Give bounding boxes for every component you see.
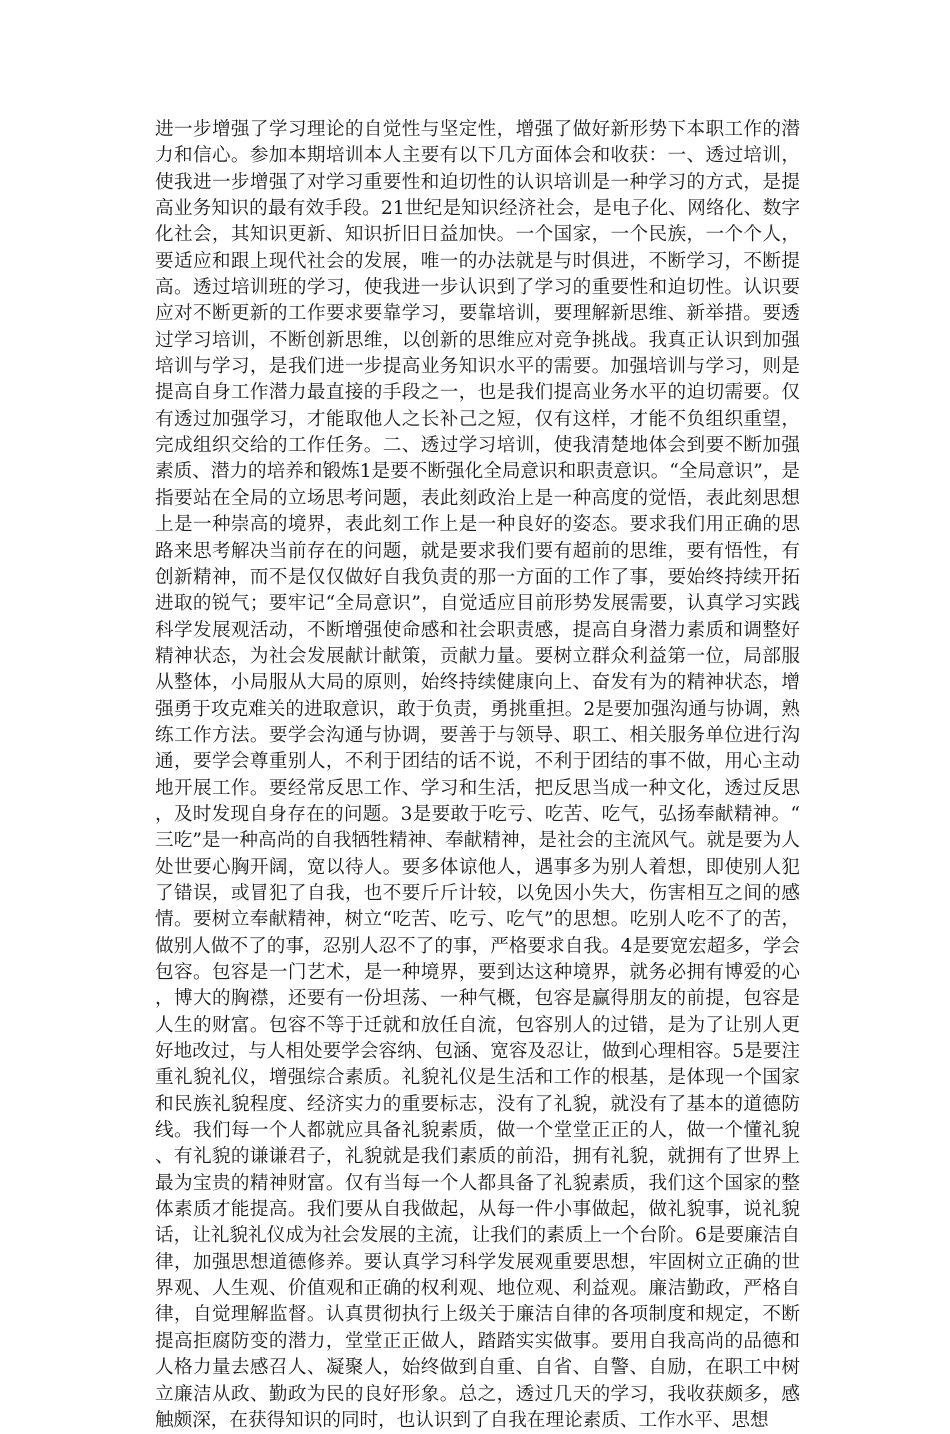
body-paragraph: 进一步增强了学习理论的自觉性与坚定性，增强了做好新形势下本职工作的潜力和信心。参加本期培训本人主要有以下几方面体会和收获：一、透过培训，使我进一步增强了对学习重要性和迫切性的认识培训是一种学习的方式，是提高业务知识的最有效手段。21世纪是知识经济社会，是电子化、网络化、数字化社会，其知识更新、知识折旧日益加快。一个国家，一个民族，一个个人，要适应和跟上现代社会的发展，唯一的办法就是与时俱进，不断学习，不断提高。透过培训班的学习，使我进一步认识到了学习的重要性和迫切性。认识要应对不断更新的工作要求要靠学习，要靠培训，要理解新思维、新举措。要透过学习培训，不断创新思维，以创新的思维应对竞争挑战。我真正认识到加强培训与学习，是我们进一步提高业务知识水平的需要。加强培训与学习，则是提高自身工作潜力最直接的手段之一，也是我们提高业务水平的迫切需要。仅有透过加强学习，才能取他人之长补己之短，仅有这样，才能不负组织重望，完成组织交给的工作任务。二、透过学习培训，使我清楚地体会到要不断加强素质、潜力的培养和锻炼1是要不断强化全局意识和职责意识。“全局意识”，是指要站在全局的立场思考问题，表此刻政治上是一种高度的觉悟，表此刻思想上是一种崇高的境界，表此刻工作上是一种良好的姿态。要求我们用正确的思路来思考解决当前存在的问题，就是要求我们要有超前的思维，要有悟性，有创新精神，而不是仅仅做好自我负责的那一方面的工作了事，要始终持续开拓进取的锐气；要牢记“全局意识”，自觉适应目前形势发展需要，认真学习实践科学发展观活动，不断增强使命感和社会职责感，提高自身潜力素质和调整好精神状态，为社会发展献计献策，贡献力量。要树立群众利益第一位，局部服从整体，小局服从大局的原则，始终持续健康向上、奋发有为的精神状态，增强勇于攻克难关的进取意识，敢于负责，勇挑重担。2是要加强沟通与协调，熟练工作方法。要学会沟通与协调，要善于与领导、职工、相关服务单位进行沟通，要学会尊重别人，不利于团结的话不说，不利于团结的事不做，用心主动地开展工作。要经常反思工作、学习和生活，把反思当成一种文化，透过反思，及时发现自身存在的问题。3是要敢于吃亏、吃苦、吃气，弘扬奉献精神。“三吃”是一种高尚的自我牺牲精神、奉献精神，是社会的主流风气。就是要为人处世要心胸开阔，宽以待人。要多体谅他人，遇事多为别人着想，即使别人犯了错误，或冒犯了自我，也不要斤斤计较，以免因小失大，伤害相互之间的感情。要树立奉献精神，树立“吃苦、吃亏、吃气”的思想。吃别人吃不了的苦，做别人做不了的事，忍别人忍不了的事，严格要求自我。4是要宽宏超多，学会包容。包容是一门艺术，是一种境界，要到达这种境界，就务必拥有博爱的心，博大的胸襟，还要有一份坦荡、一种气概，包容是赢得朋友的前提，包容是人生的财富。包容不等于迁就和放任自流，包容别人的过错，是为了让别人更好地改过，与人相处要学会容纳、包涵、宽容及忍让，做到心理相容。5是要注重礼貌礼仪，增强综合素质。礼貌礼仪是生活和工作的根基，是体现一个国家和民族礼貌程度、经济实力的重要标志，没有了礼貌，就没有了基本的道德防线。我们每一个人都就应具备礼貌素质，做一个堂堂正正的人，做一个懂礼貌、有礼貌的谦谦君子，礼貌就是我们素质的前沿，拥有礼貌，就拥有了世界上最为宝贵的精神财富。仅有当每一个人都具备了礼貌素质，我们这个国家的整体素质才能提高。我们要从自我做起，从每一件小事做起，做礼貌事，说礼貌话，让礼貌礼仪成为社会发展的主流，让我们的素质上一个台阶。6是要廉洁自律，加强思想道德修养。要认真学习科学发展观重要思想，牢固树立正确的世界观、人生观、价值观和正确的权利观、地位观、利益观。廉洁勤政，严格自律，自觉理解监督。认真贯彻执行上级关于廉洁自律的各项制度和规定，不断提高拒腐防变的潜力，堂堂正正做人，踏踏实实做事。要用自我高尚的品德和人格力量去感召人、凝聚人，始终做到自重、自省、自警、自励，在职工中树立廉洁从政、勤政为民的良好形象。总之，透过几天的学习，我收获颇多，感触颇深，在获得知识的同时，也认识到了自我在理论素质、工作水平、思想	[155, 119, 800, 1431]
